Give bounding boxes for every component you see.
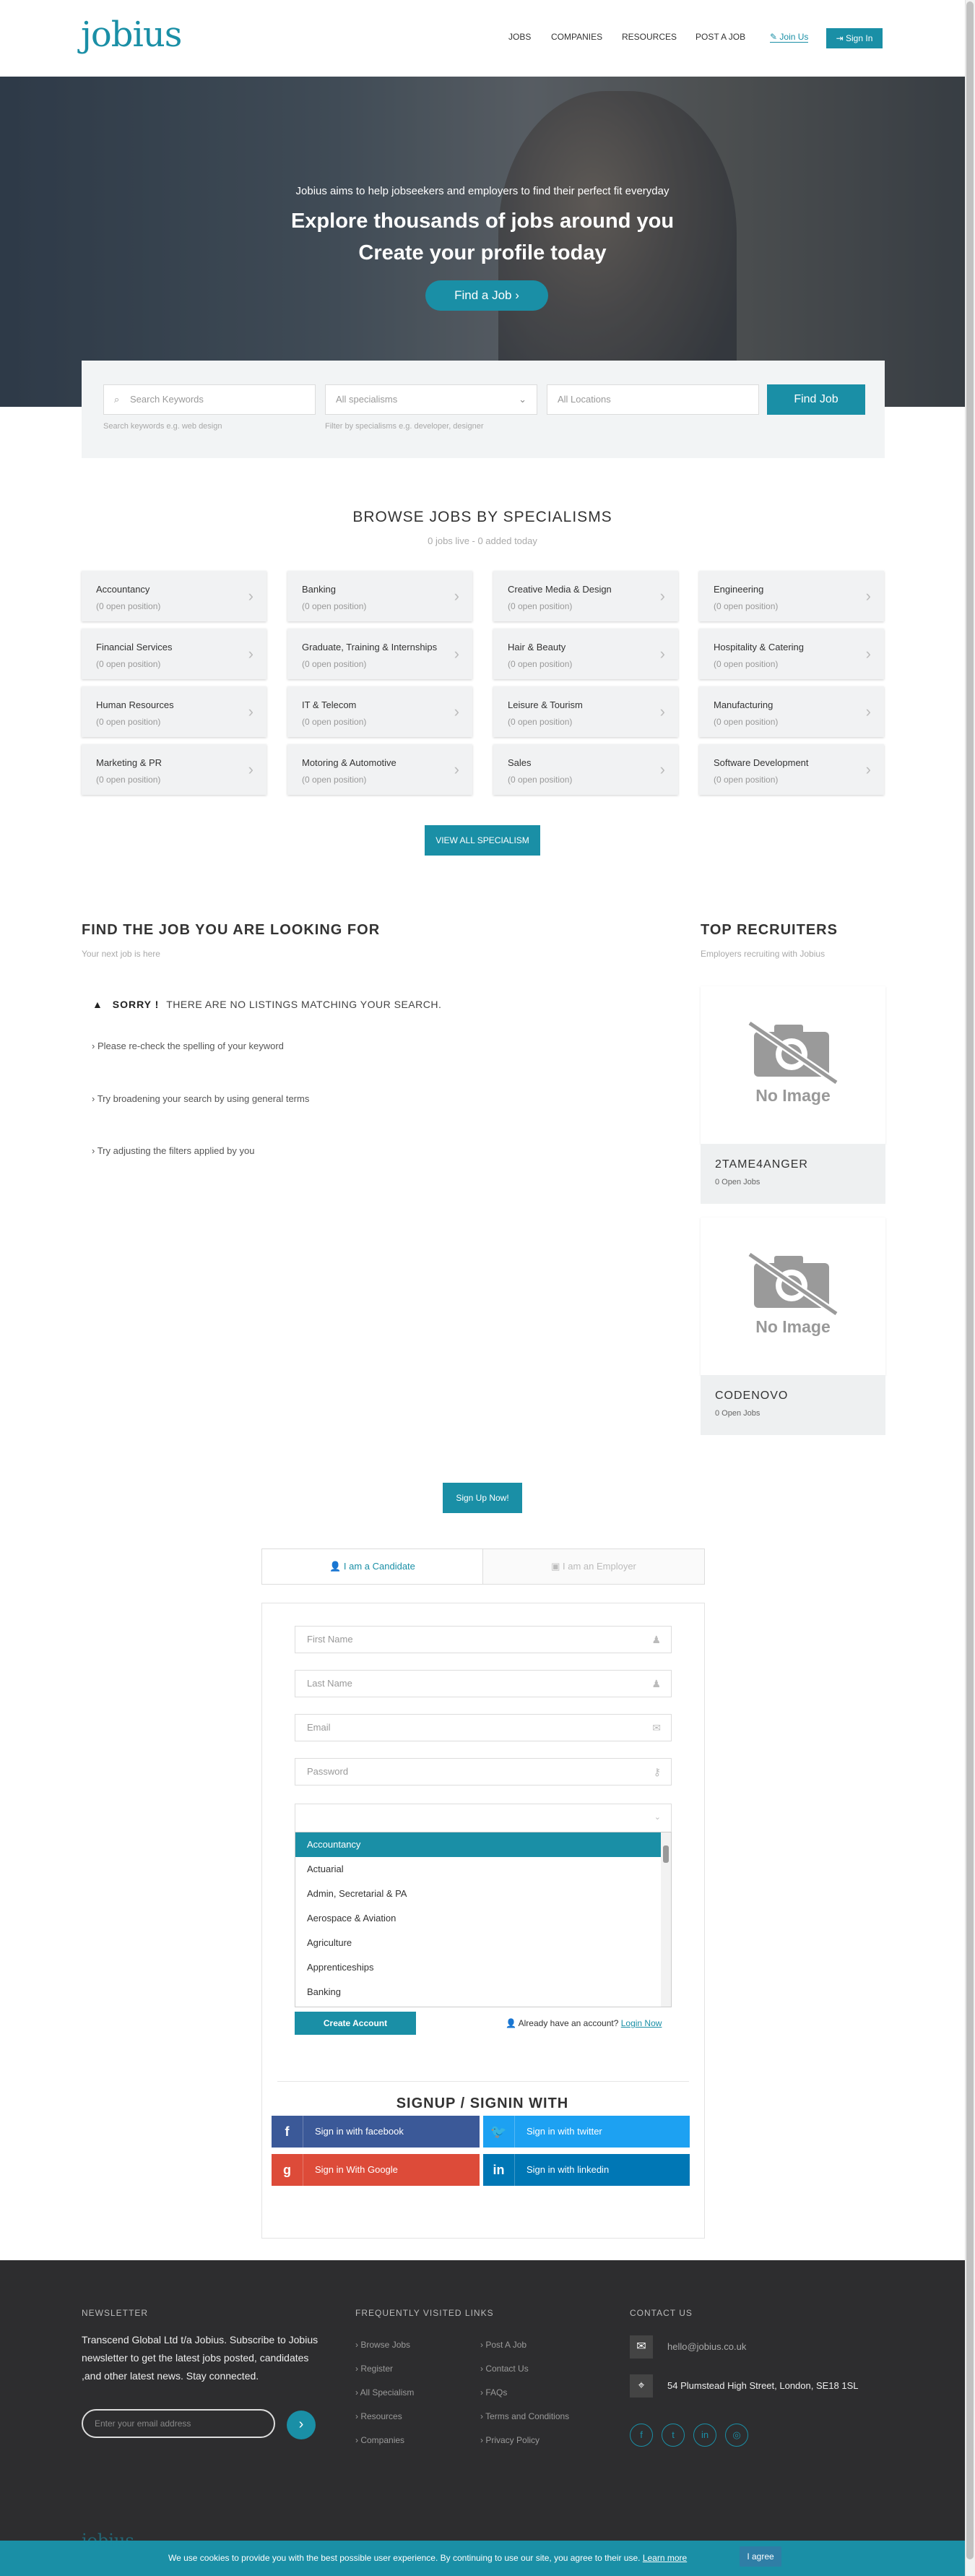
google-signin-button[interactable]: g Sign in With Google (272, 2154, 480, 2186)
footer-link[interactable]: › Terms and Conditions (480, 2411, 570, 2421)
logo[interactable]: jobius (81, 14, 182, 55)
sign-up-now-button[interactable]: Sign Up Now! (443, 1483, 522, 1513)
specialisms-hint: Filter by specialisms e.g. developer, designer (325, 422, 484, 431)
chevron-right-icon: › (659, 645, 665, 663)
warning-icon: ▲ (92, 999, 103, 1010)
specialism-name: Motoring & Automotive (302, 757, 396, 768)
page-scrollbar-thumb[interactable] (966, 1, 974, 2559)
login-now-link[interactable]: Login Now (620, 2018, 662, 2028)
find-job-subtitle: Your next job is here (82, 949, 160, 959)
nav-companies[interactable]: COMPANIES (551, 32, 603, 42)
specialism-name: Hospitality & Catering (714, 642, 804, 652)
footer-link[interactable]: › Register (355, 2364, 394, 2374)
links-title: FREQUENTLY VISITED LINKS (355, 2308, 494, 2318)
last-name-field[interactable]: Last Name ♟ (295, 1670, 672, 1697)
map-marker-icon: ⌖ (630, 2374, 653, 2398)
user-icon: ♟ (651, 1678, 661, 1689)
specialism-count: (0 open position) (714, 601, 779, 611)
find-job-button[interactable]: Find Job (767, 384, 865, 415)
specialism-card[interactable] (493, 686, 678, 737)
no-image-camera-icon (744, 1250, 842, 1315)
specialism-count: (0 open position) (508, 601, 573, 611)
specialism-name: Software Development (714, 757, 809, 768)
specialism-card[interactable] (82, 744, 266, 795)
specialism-count: (0 open position) (302, 601, 367, 611)
specialism-card[interactable] (287, 686, 472, 737)
keywords-hint: Search keywords e.g. web design (103, 422, 222, 431)
tab-employer[interactable]: ▣ I am an Employer (483, 1549, 704, 1584)
specialism-name: Graduate, Training & Internships (302, 642, 438, 652)
specialism-card[interactable] (699, 571, 884, 621)
specialism-count: (0 open position) (302, 717, 367, 727)
newsletter-email-input[interactable]: Enter your email address (82, 2409, 275, 2438)
chevron-right-icon: › (248, 702, 254, 720)
chevron-right-icon: › (865, 702, 871, 720)
dropdown-option[interactable]: Aerospace & Aviation (307, 1913, 396, 1924)
specialism-name: Financial Services (96, 642, 173, 652)
footer-link[interactable]: › Contact Us (480, 2364, 529, 2374)
top-recruiters-title: TOP RECRUITERS (701, 922, 838, 938)
envelope-icon: ✉ (652, 1722, 661, 1733)
specialism-card[interactable] (287, 744, 472, 795)
find-job-title: FIND THE JOB YOU ARE LOOKING FOR (82, 922, 381, 938)
dropdown-option[interactable]: Apprenticeships (307, 1962, 374, 1973)
specialism-card[interactable] (493, 629, 678, 679)
specialism-name: Banking (302, 584, 336, 595)
footer-link[interactable]: › FAQs (480, 2387, 508, 2398)
contact-title: CONTACT US (630, 2308, 693, 2318)
find-a-job-button[interactable]: Find a Job › (425, 280, 548, 311)
specialism-dropdown[interactable] (295, 1832, 672, 2007)
specialism-count: (0 open position) (508, 775, 573, 785)
newsletter-submit-button[interactable] (287, 2411, 316, 2439)
nav-post-a-job[interactable]: POST A JOB (696, 32, 746, 42)
keywords-input[interactable]: ⌕ Search Keywords (103, 384, 316, 415)
browse-subtitle: 0 jobs live - 0 added today (428, 535, 537, 546)
specialism-name: Manufacturing (714, 699, 774, 710)
specialism-name: Sales (508, 757, 532, 768)
footer-logo: jobius (82, 2530, 134, 2551)
login-prompt: 👤 Already have an account? Login Now (506, 2018, 662, 2028)
browse-title: BROWSE JOBS BY SPECIALISMS (352, 509, 612, 525)
dropdown-option[interactable]: Accountancy (295, 1832, 661, 1857)
dropdown-option[interactable]: Agriculture (307, 1937, 352, 1948)
linkedin-signin-button[interactable]: in Sign in with linkedin (483, 2154, 690, 2186)
specialism-card[interactable] (287, 571, 472, 621)
hero-headline-2: Create your profile today (358, 241, 607, 264)
specialism-name: Accountancy (96, 584, 150, 595)
email-field[interactable]: Email ✉ (295, 1714, 672, 1741)
chevron-right-icon: › (454, 760, 459, 778)
specialism-count: (0 open position) (714, 717, 779, 727)
specialisms-select[interactable]: All specialisms ⌄ (325, 384, 537, 415)
contact-address: 54 Plumstead High Street, London, SE18 1SL (667, 2380, 859, 2391)
tip-item: › Please re-check the spelling of your keyword (92, 1041, 284, 1051)
tip-item: › Try broadening your search by using general terms (92, 1093, 310, 1104)
chevron-right-icon: › (865, 645, 871, 663)
view-all-specialism-button[interactable]: VIEW ALL SPECIALISM (425, 825, 540, 856)
chevron-right-icon: › (454, 702, 459, 720)
specialism-count: (0 open position) (714, 659, 779, 669)
recruiter-name: 2TAME4ANGER (715, 1158, 808, 1171)
specialism-card[interactable] (699, 629, 884, 679)
linkedin-icon: in (483, 2154, 515, 2186)
user-plus-icon: 👤 (329, 1561, 344, 1572)
chevron-right-icon: › (511, 288, 519, 302)
chevron-right-icon: › (248, 760, 254, 778)
recruiter-card[interactable] (701, 1144, 885, 1204)
specialism-card[interactable] (493, 571, 678, 621)
footer-link[interactable]: › Privacy Policy (480, 2435, 540, 2445)
hero-headline-1: Explore thousands of jobs around you (290, 210, 675, 233)
no-listings-message: ▲ SORRY ! THERE ARE NO LISTINGS MATCHING YOUR SEARCH. (92, 999, 442, 1010)
login-icon: ⇥ (836, 33, 846, 43)
social-signin-title: SIGNUP / SIGNIN WITH (396, 2095, 569, 2111)
password-field[interactable]: Password ⚷ (295, 1758, 672, 1785)
footer-link[interactable]: › Resources (355, 2411, 402, 2421)
specialism-count: (0 open position) (96, 775, 161, 785)
facebook-icon: f (272, 2116, 303, 2148)
footer-link[interactable]: › All Specialism (355, 2387, 415, 2398)
cookie-text: We use cookies to provide you with the best possible user experience. By continuing to use our site, you agree to their use. Learn more (168, 2553, 688, 2563)
specialism-card[interactable] (699, 686, 884, 737)
specialism-card[interactable] (82, 629, 266, 679)
chevron-right-icon: › (454, 587, 459, 605)
contact-email[interactable]: hello@jobius.co.uk (667, 2341, 747, 2352)
user-plus-icon: 👤 (506, 2018, 519, 2028)
specialism-name: Human Resources (96, 699, 174, 710)
chevron-down-icon: ⌄ (654, 1813, 661, 1822)
specialism-select[interactable] (295, 1804, 672, 1832)
specialism-card[interactable] (699, 744, 884, 795)
newsletter-text: Transcend Global Ltd t/a Jobius. Subscribe to Jobius newsletter to get the latest jobs posted, candidates ,and other latest news. Stay connected. (82, 2334, 318, 2382)
key-icon: ⚷ (653, 1766, 661, 1778)
chevron-right-icon: › (865, 760, 871, 778)
dropdown-scrollbar[interactable] (661, 1832, 671, 2007)
recruiter-jobs: 0 Open Jobs (715, 1178, 760, 1186)
specialism-card[interactable] (82, 571, 266, 621)
footer-link[interactable]: › Companies (355, 2435, 405, 2445)
specialism-name: Engineering (714, 584, 764, 595)
join-us-link[interactable]: ✎ Join Us (770, 32, 809, 42)
chevron-down-icon: ⌄ (519, 394, 526, 405)
chevron-right-icon: › (659, 702, 665, 720)
specialism-card[interactable] (82, 686, 266, 737)
recruiter-name: CODENOVO (715, 1390, 789, 1402)
specialism-count: (0 open position) (302, 659, 367, 669)
signup-tabs (261, 1548, 705, 1585)
newsletter-title: NEWSLETTER (82, 2308, 149, 2318)
linkedin-social-icon[interactable]: in (693, 2424, 716, 2447)
no-image-camera-icon (744, 1019, 842, 1084)
specialism-name: Creative Media & Design (508, 584, 612, 595)
google-plus-icon: g (272, 2154, 303, 2186)
twitter-signin-button[interactable]: 🐦 Sign in with twitter (483, 2116, 690, 2148)
recruiter-logo[interactable]: No Image (701, 1218, 885, 1375)
briefcase-icon: ▣ (551, 1561, 563, 1572)
recruiter-card[interactable] (701, 1375, 885, 1435)
dropdown-option[interactable]: Admin, Secretarial & PA (307, 1888, 407, 1899)
create-account-button[interactable]: Create Account (295, 2012, 416, 2035)
specialism-count: (0 open position) (508, 717, 573, 727)
nav-resources[interactable]: RESOURCES (622, 32, 677, 42)
chevron-right-icon: › (659, 587, 665, 605)
twitter-icon: 🐦 (483, 2116, 515, 2148)
specialism-name: Hair & Beauty (508, 642, 566, 652)
tip-item: › Try adjusting the filters applied by you (92, 1145, 255, 1156)
cookie-agree-button[interactable]: I agree (740, 2546, 781, 2567)
footer-link[interactable]: › Browse Jobs (355, 2340, 411, 2350)
locations-input[interactable]: All Locations (547, 384, 759, 415)
facebook-signin-button[interactable]: f Sign in with facebook (272, 2116, 480, 2148)
learn-more-link[interactable]: Learn more (642, 2553, 688, 2563)
dropdown-option[interactable]: Actuarial (307, 1864, 344, 1874)
instagram-social-icon[interactable]: ◎ (725, 2424, 748, 2447)
pencil-icon: ✎ (770, 32, 780, 42)
specialism-name: Marketing & PR (96, 757, 162, 768)
specialism-count: (0 open position) (302, 775, 367, 785)
nav-jobs[interactable]: JOBS (508, 32, 532, 42)
chevron-right-icon: › (298, 2416, 304, 2432)
specialism-name: Leisure & Tourism (508, 699, 583, 710)
first-name-field[interactable]: First Name ♟ (295, 1626, 672, 1653)
chevron-right-icon: › (248, 645, 254, 663)
chevron-right-icon: › (454, 645, 459, 663)
user-icon: ♟ (651, 1634, 661, 1645)
chevron-right-icon: › (659, 760, 665, 778)
hero-tagline: Jobius aims to help jobseekers and employers to find their perfect fit everyday (295, 185, 670, 197)
specialism-name: IT & Telecom (302, 699, 357, 710)
dropdown-option[interactable]: Banking (307, 1986, 341, 1997)
recruiter-logo[interactable]: No Image (701, 986, 885, 1144)
specialism-count: (0 open position) (96, 659, 161, 669)
specialism-count: (0 open position) (508, 659, 573, 669)
tab-candidate[interactable]: 👤 I am a Candidate (262, 1549, 483, 1584)
top-recruiters-subtitle: Employers recruiting with Jobius (701, 949, 826, 959)
search-icon: ⌕ (114, 394, 120, 405)
footer-link[interactable]: › Post A Job (480, 2340, 527, 2350)
recruiter-jobs: 0 Open Jobs (715, 1409, 760, 1418)
envelope-icon: ✉ (630, 2335, 653, 2359)
specialism-card[interactable] (493, 744, 678, 795)
sign-in-button[interactable]: ⇥ Sign In (826, 28, 883, 48)
specialism-count: (0 open position) (96, 717, 161, 727)
specialism-card[interactable] (287, 629, 472, 679)
chevron-right-icon: › (248, 587, 254, 605)
facebook-social-icon[interactable]: f (630, 2424, 653, 2447)
specialism-count: (0 open position) (714, 775, 779, 785)
chevron-right-icon: › (865, 587, 871, 605)
twitter-social-icon[interactable]: t (662, 2424, 685, 2447)
specialism-count: (0 open position) (96, 601, 161, 611)
